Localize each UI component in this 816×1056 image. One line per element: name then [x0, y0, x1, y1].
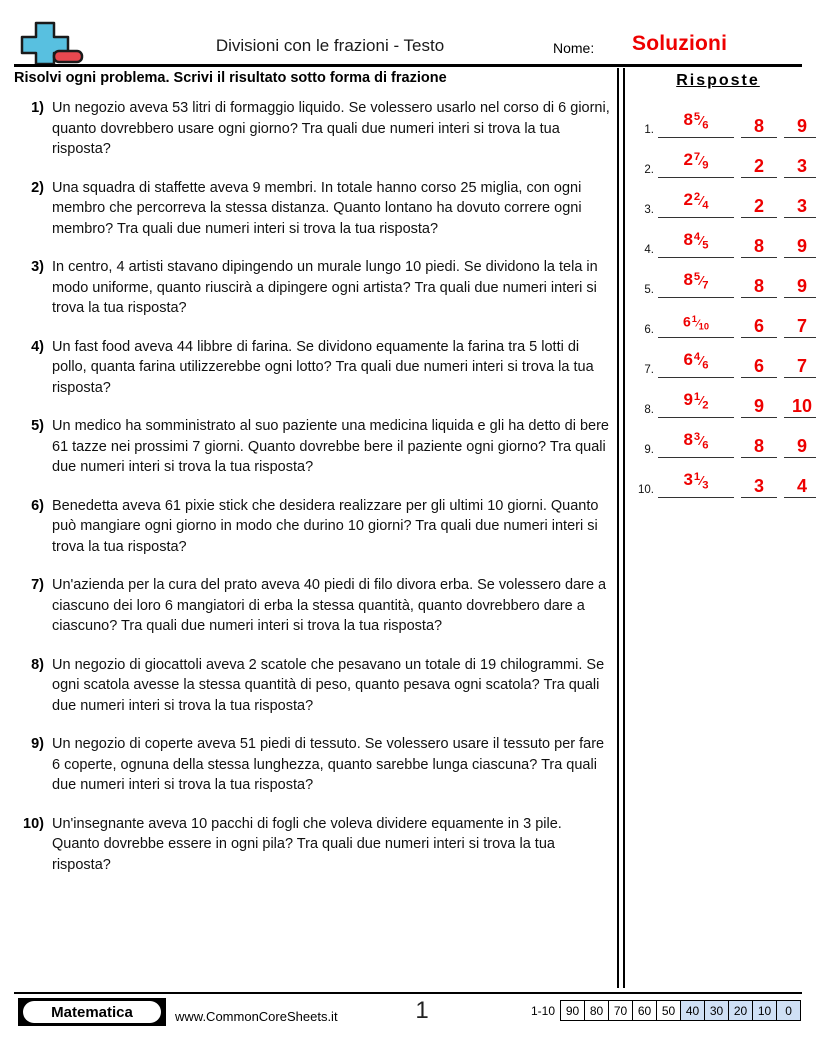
answer-lower-bound: 2	[741, 156, 777, 178]
answer-whole-part: 6	[683, 312, 691, 329]
fraction-slash-icon: ⁄	[700, 234, 703, 249]
fraction-slash-icon: ⁄	[700, 354, 703, 369]
page-header	[0, 0, 816, 68]
answer-numerator: 5	[693, 271, 701, 284]
grading-scale-cell: 50	[657, 1001, 681, 1020]
answer-lower-bound: 3	[741, 476, 777, 498]
answer-index: 3.	[644, 204, 654, 216]
answer-numerator: 1	[693, 391, 701, 404]
question-number: 5)	[31, 418, 44, 434]
answer-whole-part: 9	[683, 390, 693, 410]
answer-fraction	[692, 309, 709, 336]
answer-denominator: 3	[702, 480, 709, 492]
grading-scale-cell: 0	[777, 1001, 800, 1020]
site-url: www.CommonCoreSheets.it	[175, 1009, 338, 1024]
answer-whole-part: 8	[683, 230, 693, 250]
question-text: Un negozio aveva 53 litri di formaggio liquido. Se volessero usarlo nel corso di 6 giorni, quanto dovrebbero usare ogni giorno? Tra quali due numeri interi si trova la tua risposta?	[52, 100, 610, 157]
question-item	[14, 337, 610, 399]
footer-divider	[14, 992, 802, 994]
answer-denominator: 9	[702, 160, 709, 172]
answer-upper-bound: 4	[784, 476, 816, 498]
grading-scale-cell: 20	[729, 1001, 753, 1020]
grading-scale-cells	[560, 1000, 801, 1021]
question-number: 3)	[31, 259, 44, 275]
page-number: 1	[415, 997, 429, 1024]
grading-scale-cell: 70	[609, 1001, 633, 1020]
name-label: Nome:	[553, 40, 595, 56]
answer-whole-part: 6	[683, 350, 693, 370]
answer-row	[628, 458, 808, 498]
question-number: 1)	[31, 100, 44, 116]
answer-upper-bound: 9	[784, 236, 816, 258]
column-divider-right	[623, 68, 625, 988]
answer-index: 2.	[644, 164, 654, 176]
answer-fraction	[694, 347, 709, 376]
answer-fraction	[694, 427, 709, 456]
answer-mixed-number	[658, 227, 734, 258]
answer-lower-bound: 8	[741, 236, 777, 258]
question-number: 9)	[31, 736, 44, 752]
question-item	[14, 416, 610, 478]
answer-row	[628, 218, 808, 258]
answers-panel	[628, 68, 813, 498]
answer-upper-bound: 7	[784, 316, 816, 338]
fraction-slash-icon: ⁄	[700, 154, 703, 169]
answer-whole-part: 2	[683, 190, 693, 210]
answer-mixed-number	[658, 107, 734, 138]
solutions-badge: Soluzioni	[632, 32, 728, 55]
answer-row	[628, 378, 813, 418]
answer-mixed-number	[658, 267, 734, 298]
grading-scale	[531, 1000, 801, 1021]
question-text: Una squadra di staffette aveva 9 membri. In totale hanno corso 25 miglia, con ogni membro che percorreva la stessa distanza. Quanto lontano ha dovuto correre ogni membro? Tra quali due numeri interi si trova la tua risposta?	[52, 179, 582, 237]
question-text: Un negozio di giocattoli aveva 2 scatole che pesavano un totale di 19 chilogrammi. Se ogni scatola avesse la stessa quantità di peso, quanto pesava ogni scatola? Tra quali due numeri interi si trova la tua risposta?	[52, 656, 605, 714]
answer-index: 8.	[644, 404, 654, 416]
answer-numerator: 1	[691, 313, 697, 324]
fraction-slash-icon: ⁄	[700, 114, 703, 129]
answer-row	[628, 418, 808, 458]
answer-denominator: 10	[698, 321, 709, 331]
answer-row	[628, 258, 808, 298]
fraction-slash-icon: ⁄	[700, 394, 703, 409]
answer-fraction	[694, 467, 709, 496]
question-item	[14, 178, 610, 240]
answer-denominator: 6	[702, 120, 709, 132]
fraction-slash-icon: ⁄	[696, 317, 699, 329]
answer-lower-bound: 6	[741, 316, 777, 338]
brand-label: Matematica	[23, 1001, 161, 1023]
grading-scale-cell: 90	[561, 1001, 585, 1020]
grading-scale-cell: 80	[585, 1001, 609, 1020]
answer-upper-bound: 3	[784, 156, 816, 178]
answer-mixed-number	[658, 147, 734, 178]
answer-lower-bound: 8	[741, 276, 777, 298]
answer-mixed-number	[658, 387, 734, 418]
question-number: 6)	[31, 497, 44, 514]
answer-fraction	[694, 107, 709, 136]
answer-numerator: 4	[693, 351, 701, 364]
question-item	[14, 814, 610, 876]
answers-heading: Risposte	[676, 72, 760, 89]
answer-denominator: 6	[702, 440, 709, 452]
answer-whole-part: 2	[683, 150, 693, 170]
question-text: Un fast food aveva 44 libbre di farina. Se dividono equamente la farina tra 5 lotti di pollo, quanta farina utilizzerebbe ogni lotto? Tra quali due numeri interi si trova la tua risposta?	[52, 338, 594, 396]
question-item	[14, 575, 610, 637]
answer-fraction	[694, 147, 709, 176]
answer-row	[628, 298, 808, 338]
column-divider-left	[617, 68, 619, 988]
question-text: Un negozio di coperte aveva 51 piedi di tessuto. Se volessero usare il tessuto per fare 6 coperte, ognuna della stessa lunghezza, quanto sarebbe lunga ciascuna? Tra quali due numeri interi si trova la tua risposta?	[52, 736, 605, 793]
grading-scale-cell: 30	[705, 1001, 729, 1020]
answer-row	[628, 138, 808, 178]
answer-index: 5.	[644, 284, 654, 296]
answer-mixed-number	[658, 309, 734, 338]
fraction-slash-icon: ⁄	[700, 474, 703, 489]
brand-logo	[18, 998, 166, 1026]
question-number: 4)	[31, 338, 44, 355]
question-number: 10)	[23, 815, 44, 832]
question-text: Un medico ha somministrato al suo paziente una medicina liquida e gli ha detto di bere 61 tazze nei prossimi 7 giorni. Quanto dovrebbe bere il paziente ogni giorno? Tra quali due numeri interi si trova la tua risposta?	[52, 418, 609, 475]
answer-upper-bound: 9	[784, 116, 816, 138]
answer-lower-bound: 8	[741, 116, 777, 138]
fraction-slash-icon: ⁄	[700, 434, 703, 449]
answer-denominator: 5	[702, 240, 709, 252]
answer-upper-bound: 7	[784, 356, 816, 378]
answer-index: 7.	[644, 364, 654, 376]
answer-index: 6.	[644, 324, 654, 336]
answer-mixed-number	[658, 347, 734, 378]
answer-numerator: 7	[693, 151, 701, 164]
answer-lower-bound: 2	[741, 196, 777, 218]
answer-index: 10.	[638, 484, 654, 496]
grading-scale-cell: 40	[681, 1001, 705, 1020]
answers-list	[628, 98, 813, 498]
answer-fraction	[694, 267, 709, 296]
fraction-slash-icon: ⁄	[700, 194, 703, 209]
question-item	[14, 496, 610, 558]
answer-row	[628, 338, 808, 378]
answer-whole-part: 8	[683, 110, 693, 130]
answer-numerator: 3	[693, 431, 701, 444]
answer-numerator: 4	[693, 231, 701, 244]
grading-scale-cell: 60	[633, 1001, 657, 1020]
question-item	[14, 257, 610, 319]
question-item	[14, 655, 610, 717]
grading-scale-label: 1-10	[531, 1003, 556, 1018]
answer-numerator: 5	[693, 111, 701, 124]
answer-row	[628, 98, 808, 138]
answer-numerator: 1	[693, 471, 701, 484]
answer-index: 9.	[644, 444, 654, 456]
answer-fraction	[694, 387, 709, 416]
answer-row	[628, 178, 808, 218]
answer-whole-part: 8	[683, 270, 693, 290]
question-text: In centro, 4 artisti stavano dipingendo un murale lungo 10 piedi. Se dividono la tela in modo uniforme, quanto riuscirà a dipingere ogni artista? Tra quali due numeri interi si trova la tua risposta?	[52, 259, 598, 316]
fraction-slash-icon: ⁄	[700, 274, 703, 289]
answer-mixed-number	[658, 427, 734, 458]
question-text: Un'insegnante aveva 10 pacchi di fogli che voleva dividere equamente in 3 pile. Quanto dovrebbe essere in ogni pila? Tra quali due numeri interi si trova la tua risposta?	[52, 815, 562, 873]
answer-whole-part: 3	[683, 470, 693, 490]
question-number: 8)	[31, 656, 44, 673]
question-item	[14, 98, 610, 160]
answer-lower-bound: 6	[741, 356, 777, 378]
question-number: 7)	[31, 577, 44, 593]
answer-index: 1.	[644, 124, 654, 136]
answer-fraction	[694, 187, 709, 216]
answer-lower-bound: 8	[741, 436, 777, 458]
answer-mixed-number	[658, 187, 734, 218]
answer-upper-bound: 3	[784, 196, 816, 218]
answer-index: 4.	[644, 244, 654, 256]
answer-upper-bound: 9	[784, 276, 816, 298]
answer-denominator: 2	[702, 400, 709, 412]
plus-minus-math-logo-icon	[14, 20, 88, 66]
answer-fraction	[694, 227, 709, 256]
header-divider	[14, 64, 802, 67]
question-text: Un'azienda per la cura del prato aveva 40 piedi di filo divora erba. Se volessero dare a ciascuno dei loro 6 mangiatori di erba la stessa quantità, quanto dovrebbero dare a ciascuno? Tra quali due numeri interi si trova la tua risposta?	[52, 577, 607, 634]
answer-upper-bound: 9	[784, 436, 816, 458]
question-number: 2)	[31, 179, 44, 196]
page-title: Divisioni con le frazioni - Testo	[215, 36, 445, 55]
grading-scale-cell: 10	[753, 1001, 777, 1020]
answer-mixed-number	[658, 467, 734, 498]
answer-denominator: 4	[702, 200, 709, 212]
question-item	[14, 734, 610, 796]
answer-numerator: 2	[693, 191, 701, 204]
answer-whole-part: 8	[683, 430, 693, 450]
answer-denominator: 7	[702, 280, 709, 292]
answer-lower-bound: 9	[741, 396, 777, 418]
answer-denominator: 6	[702, 360, 709, 372]
instructions-text: Risolvi ogni problema. Scrivi il risultato sotto forma di frazione	[14, 70, 447, 86]
question-text: Benedetta aveva 61 pixie stick che desidera realizzare per gli ultimi 10 giorni. Quanto può mangiare ogni giorno in modo che durino 10 giorni? Tra quali due numeri interi si trova la tua risposta?	[52, 497, 599, 555]
answer-upper-bound: 10	[784, 396, 816, 418]
questions-list	[14, 98, 610, 893]
